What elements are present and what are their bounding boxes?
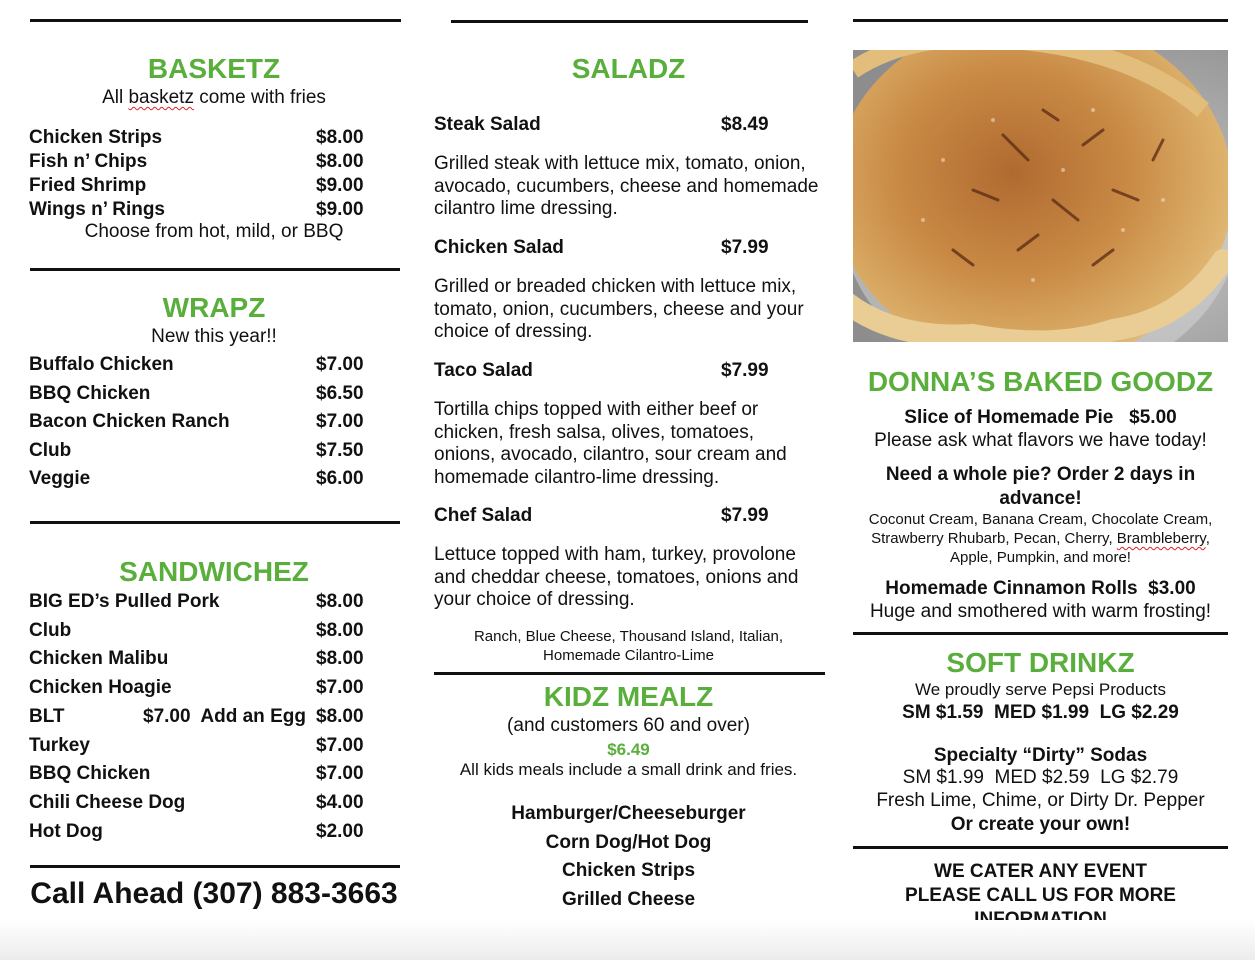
wrapz-item-name: Veggie [29, 468, 91, 490]
pie-photo-graphic [853, 50, 1228, 342]
sandwichez-item-name: Turkey [29, 734, 90, 756]
call-ahead-text: Call Ahead (307) 883-3663 [30, 877, 398, 910]
basketz-item-name: Wings n’ Rings [29, 199, 165, 220]
wrapz-item-price: $7.50 [316, 439, 364, 461]
basketz-item-price: $8.00 [316, 127, 364, 148]
sandwichez-item-price: $8.00 [316, 648, 364, 670]
basketz-item-name: Chicken Strips [29, 127, 163, 148]
basketz-item-price: $8.00 [316, 151, 364, 172]
pie-photo [853, 50, 1228, 342]
top-rule-col1 [30, 19, 401, 22]
sandwichez-item-price: $4.00 [316, 791, 364, 813]
sandwichez-item-name: BLT [29, 705, 65, 727]
wrapz-item-price: $6.50 [316, 382, 364, 404]
sandwichez-item-name: BBQ Chicken [29, 763, 151, 785]
wrapz-item-name: Bacon Chicken Ranch [29, 411, 230, 433]
pie-slice-note: Please ask what flavors we have today! [874, 430, 1207, 451]
rule-basketz-wrapz [30, 268, 400, 271]
top-rule-col3 [853, 19, 1228, 22]
wrapz-item-name: BBQ Chicken [29, 382, 151, 404]
basketz-subtitle [30, 87, 398, 109]
salad-name: Chef Salad [434, 505, 533, 526]
wrapz-subtitle: New this year!! [151, 326, 277, 347]
sandwichez-item-name: Chicken Malibu [29, 648, 169, 670]
basketz-sub-word: basketz [128, 87, 194, 108]
bottom-shadow [0, 920, 1255, 960]
wrapz-item-price: $7.00 [316, 354, 364, 375]
kidz-subtitle: (and customers 60 and over) [507, 715, 750, 736]
wrapz-heading: WRAPZ [162, 292, 266, 323]
wrapz-item-name: Club [29, 439, 72, 461]
specialty-sodas-sizes: SM $1.99 MED $2.59 LG $2.79 [902, 767, 1179, 788]
soft-drinkz-heading: SOFT DRINKZ [946, 647, 1135, 678]
kidz-item: Hamburger/Cheeseburger [511, 803, 746, 824]
wrapz-item-price: $7.00 [316, 411, 364, 433]
dressing-options-line-2: Homemade Cilantro-Lime [543, 647, 714, 664]
salad-description: Tortilla chips topped with either beef or chicken, fresh salsa, olives, tomatoes, onions, avocado, cilantro, sour cream and homemade cilantro-lime dressing. [434, 399, 787, 488]
basketz-sub-pre: All [102, 87, 129, 108]
pie-flavors-line-2 [853, 530, 1228, 547]
sandwichez-item-name: Club [29, 619, 72, 641]
rule-saladz-kidz [434, 672, 825, 675]
sandwichez-item-price: $2.00 [316, 820, 364, 842]
cater-line-2: PLEASE CALL US FOR MORE [905, 885, 1176, 906]
salad-name: Taco Salad [434, 360, 533, 381]
sandwichez-item-mid: $7.00 Add an Egg [143, 705, 306, 727]
pie-flavors-2-post: , [1205, 530, 1210, 547]
basketz-sub-post: come with fries [193, 87, 326, 108]
basketz-item-name: Fish n’ Chips [29, 151, 148, 172]
kidz-note: All kids meals include a small drink and fries. [459, 760, 798, 779]
salad-price: $7.99 [721, 237, 769, 258]
kidz-heading: KIDZ MEALZ [543, 681, 714, 712]
rule-sandwichez-call [30, 865, 400, 868]
pie-flavors-line-3: Apple, Pumpkin, and more! [950, 549, 1131, 566]
cinnamon-rolls-note: Huge and smothered with warm frosting! [869, 601, 1212, 622]
salad-description: Grilled or breaded chicken with lettuce mix, tomato, onion, cucumbers, cheese and your choice of dressing. [434, 276, 804, 342]
pie-flavors-line-1: Coconut Cream, Banana Cream, Chocolate Cream, [868, 511, 1213, 528]
sandwichez-item-name: Chicken Hoagie [29, 677, 172, 699]
specialty-sodas-title: Specialty “Dirty” Sodas [933, 745, 1148, 766]
salad-description: Lettuce topped with ham, turkey, provolone and cheddar cheese, tomatoes, onions and your choice of dressing. [434, 544, 799, 610]
sandwichez-item-price: $8.00 [316, 705, 364, 727]
basketz-item-price: $9.00 [316, 199, 364, 220]
pie-flavors-2-pre: Strawberry Rhubarb, Pecan, Cherry, [871, 530, 1117, 547]
rule-baked-drinkz [853, 632, 1228, 635]
cater-line-1: WE CATER ANY EVENT [934, 861, 1147, 882]
whole-pie-line: Need a whole pie? Order 2 days in advance! [885, 464, 1196, 509]
basketz-item-name: Fried Shrimp [29, 175, 147, 196]
salad-price: $7.99 [721, 360, 769, 381]
pie-flavors-2-word: Brambleberry [1116, 530, 1206, 547]
pie-slice-line: Slice of Homemade Pie $5.00 [904, 407, 1177, 428]
rule-drinkz-cater [853, 846, 1228, 849]
salad-price: $7.99 [721, 505, 769, 526]
salad-description: Grilled steak with lettuce mix, tomato, onion, avocado, cucumbers, cheese and homemade cilantro lime dressing. [434, 153, 819, 219]
sandwichez-item-name: BIG ED’s Pulled Pork [29, 591, 220, 612]
top-rule-col2 [451, 20, 808, 23]
sandwichez-item-price: $8.00 [316, 619, 364, 641]
basketz-heading: BASKETZ [147, 53, 281, 84]
sandwichez-item-name: Hot Dog [29, 820, 103, 842]
cinnamon-rolls-line: Homemade Cinnamon Rolls $3.00 [885, 578, 1196, 599]
wrapz-item-price: $6.00 [316, 468, 364, 490]
soft-drinkz-subtitle: We proudly serve Pepsi Products [914, 680, 1167, 699]
soft-drinkz-sizes: SM $1.59 MED $1.99 LG $2.29 [902, 702, 1179, 723]
dressing-options-line-1: Ranch, Blue Cheese, Thousand Island, Italian, [473, 628, 784, 645]
sandwichez-item-price: $7.00 [316, 763, 364, 785]
sandwichez-heading: SANDWICHEZ [119, 556, 309, 587]
kidz-item: Chicken Strips [561, 860, 696, 882]
sandwichez-item-price: $7.00 [316, 734, 364, 756]
kidz-price: $6.49 [607, 740, 650, 759]
salad-name: Chicken Salad [434, 237, 564, 258]
kidz-item: Corn Dog/Hot Dog [545, 831, 712, 853]
kidz-item: Grilled Cheese [561, 889, 696, 911]
create-your-own: Or create your own! [950, 814, 1131, 835]
sandwichez-item-price: $7.00 [316, 677, 364, 699]
basketz-item-price: $9.00 [316, 175, 364, 196]
sandwichez-item-price: $8.00 [316, 591, 364, 612]
baked-goodz-heading: DONNA’S BAKED GOODZ [867, 366, 1214, 397]
specialty-sodas-flavors: Fresh Lime, Chime, or Dirty Dr. Pepper [876, 790, 1205, 811]
salad-price: $8.49 [721, 114, 769, 135]
basketz-note: Choose from hot, mild, or BBQ [84, 221, 344, 242]
salad-name: Steak Salad [434, 114, 541, 135]
saladz-heading: SALADZ [571, 53, 686, 84]
sandwichez-item-name: Chili Cheese Dog [29, 791, 186, 813]
rule-wrapz-sandwichez [30, 521, 400, 524]
wrapz-item-name: Buffalo Chicken [29, 354, 174, 375]
